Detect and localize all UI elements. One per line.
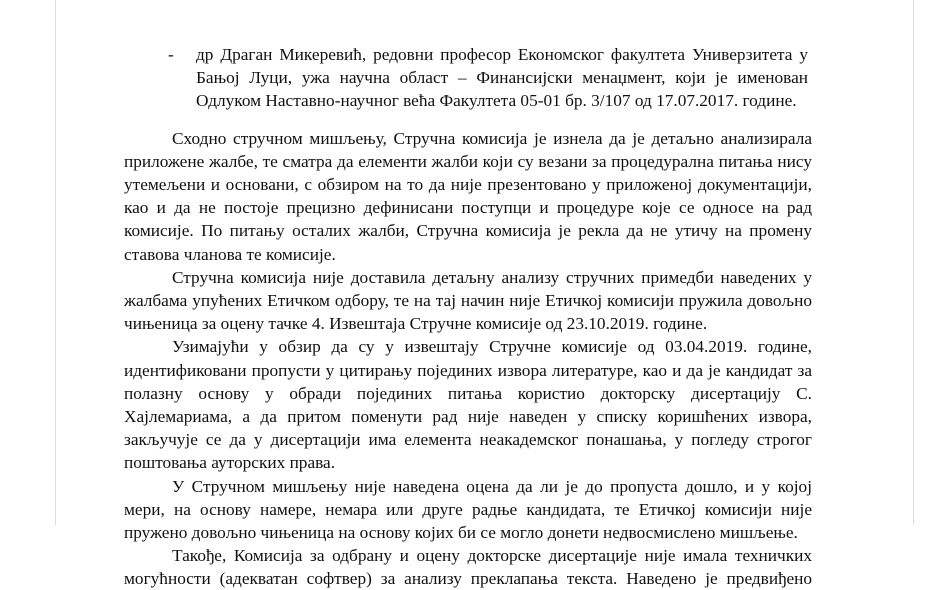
bullet-marker: - xyxy=(168,45,174,64)
paragraph-line: пружено довољно чињеница на основу којих би се могло донети недвосмислено мишљење. xyxy=(124,523,798,542)
paragraph-line: Стручна комисија није доставила детаљну анализу стручних примедби наведених у xyxy=(172,268,812,287)
bullet-line: Бањој Луци, ужа научна област – Финансијски менаџмент, који је именован xyxy=(196,68,808,87)
paragraph-line: жалбама упућених Етичком одбору, те на тај начин није Етичкој комисији пружила довољно xyxy=(124,291,812,310)
paragraph-line: Сходно стручном мишљењу, Стручна комисија је изнела да је детаљно анализирала xyxy=(172,129,812,148)
paragraph-line: Хајлемариама, а да притом поменути рад није наведен у списку коришћених извора, xyxy=(124,407,812,426)
paragraph-line: закључује се да у дисертацији има елемента неакадемског понашања, у погледу строгог xyxy=(124,430,812,449)
bullet-line: Одлуком Наставно-научног већа Факултета 05-01 бр. 3/107 од 17.07.2017. године. xyxy=(196,91,797,110)
page-margin-left xyxy=(55,0,56,525)
paragraph-line: приложене жалбе, те сматра да елементи жалби који су везани за процедурална питања нису xyxy=(124,152,812,171)
bullet-line: др Драган Микеревић, редовни професор Економског факултета Универзитета у xyxy=(196,45,808,64)
paragraph-line: утемељени и основани, с обзиром на то да није презентовано у приложеној документацији, xyxy=(124,175,812,194)
paragraph-line: комисије. По питању осталих жалби, Стручна комисија је рекла да не утичу на промену xyxy=(124,221,812,240)
paragraph-line: поштовања ауторских права. xyxy=(124,453,336,472)
paragraph-line: идентификовани пропусти у цитирању појединих извора литературе, као и да је кандидат за xyxy=(124,361,812,380)
page-margin-right xyxy=(913,0,914,525)
paragraph-line: Узимајући у обзир да су у извештају Стручне комисије од 03.04.2019. године, xyxy=(172,337,812,356)
paragraph-line: полазну основу у обради појединих питања користио докторску дисертацију С. xyxy=(124,384,812,403)
paragraph-line: могућности (адекватан софтвер) за анализу преклапања текста. Наведено је предвиђено xyxy=(124,569,812,588)
paragraph-line: чињеница за оцену тачке 4. Извештаја Стручне комисије од 23.10.2019. године. xyxy=(124,314,708,333)
paragraph-line: ставова чланова те комисије. xyxy=(124,245,336,264)
paragraph-line: У Стручном мишљењу није наведена оцена да ли је до пропуста дошло, и у којој xyxy=(172,477,812,496)
paragraph-line: Такође, Комисија за одбрану и оцену докторске дисертације није имала техничких xyxy=(172,546,812,565)
paragraph-line: као и да не постоје прецизно дефинисани поступци и процедуре које се односе на рад xyxy=(124,198,812,217)
paragraph-line: мери, на основу намере, немара или друге радње кандидата, те Етичкој комисији није xyxy=(124,500,812,519)
